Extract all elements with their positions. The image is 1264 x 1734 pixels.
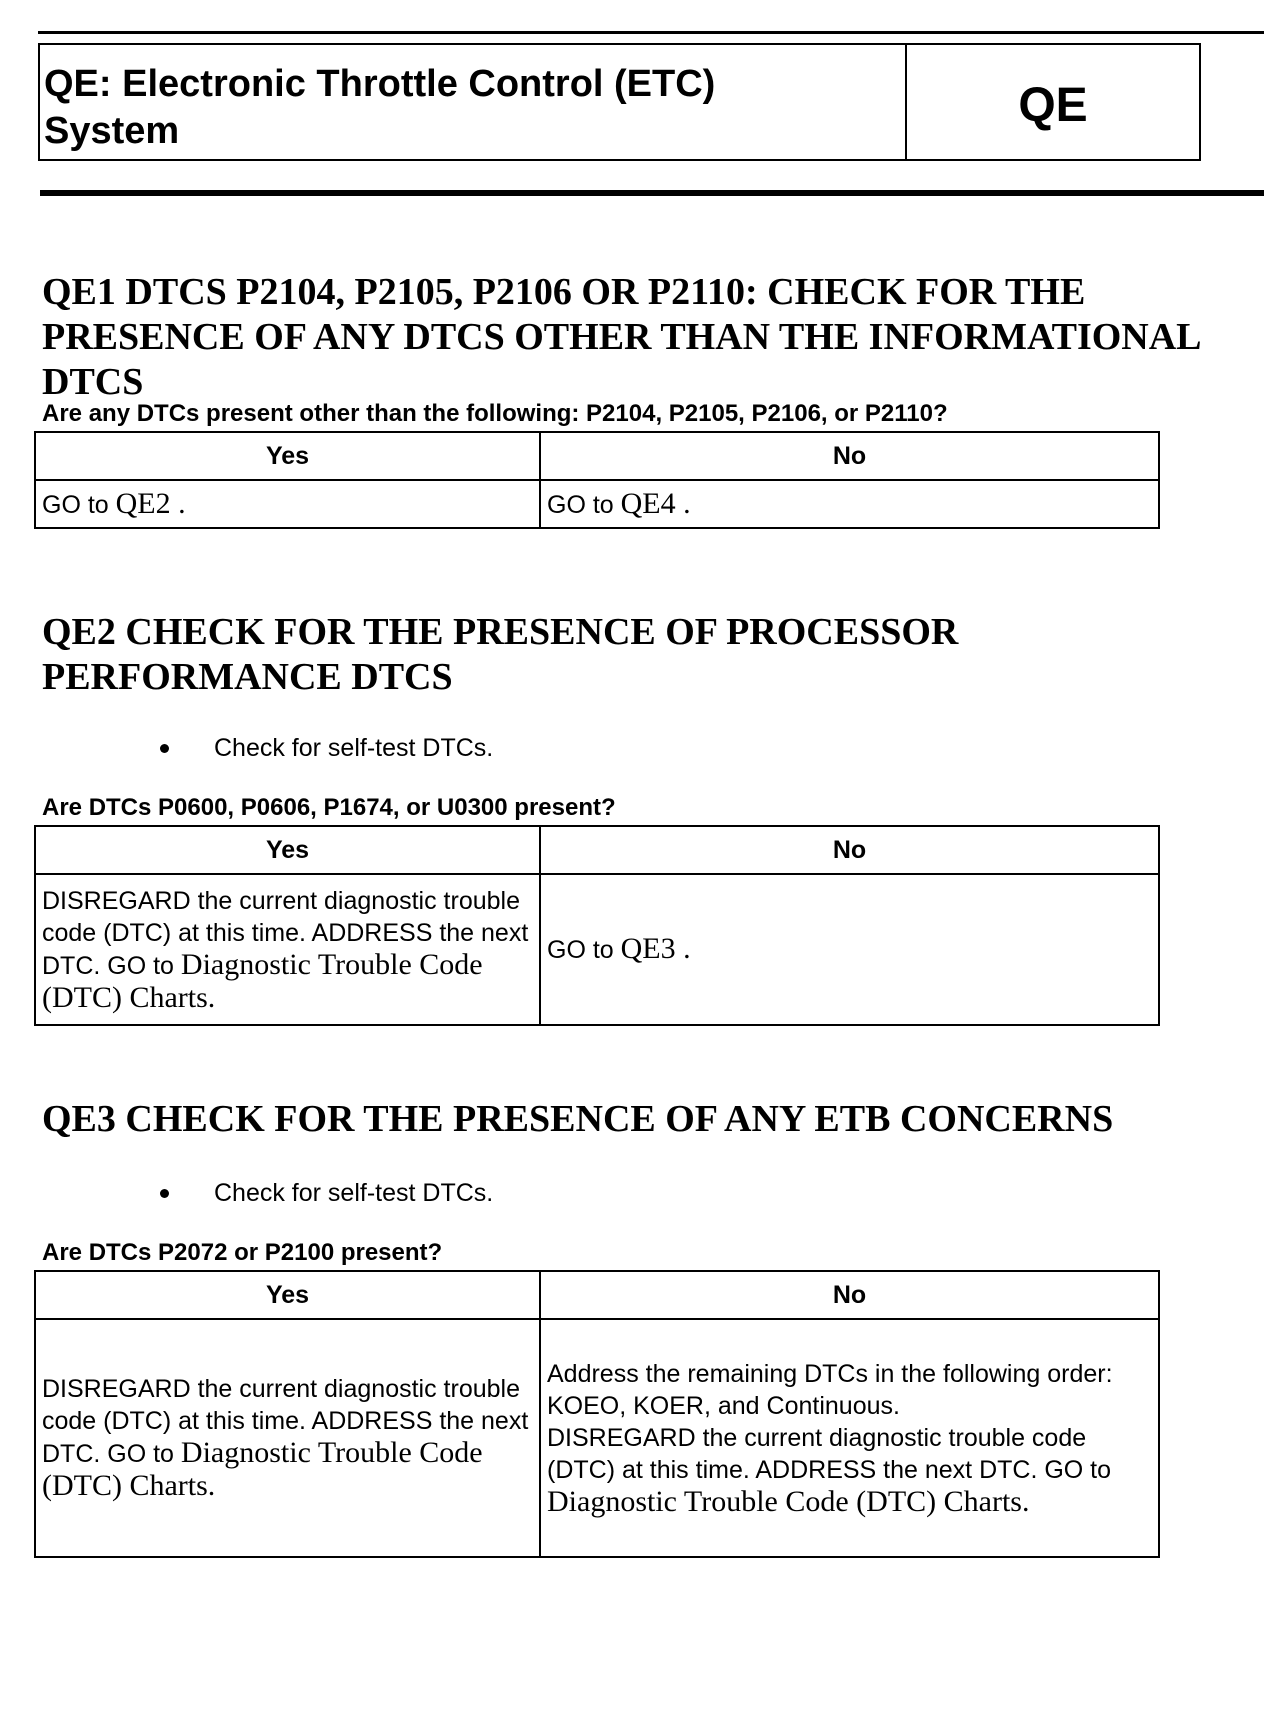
- qe2-bullet-item: [160, 733, 493, 763]
- qe2-no-header: No: [540, 826, 1159, 874]
- qe3-no-text-2: DISREGARD the current diagnostic trouble code (DTC) at this time. ADDRESS the next DTC. GO to: [547, 1423, 1112, 1484]
- qe2-yes-header: Yes: [35, 826, 540, 874]
- qe2-yes-text: DISREGARD the current diagnostic trouble code (DTC) at this time. ADDRESS the next DTC. GO to: [42, 886, 529, 980]
- qe2-yes-cell: [35, 874, 540, 1025]
- document-title-line1: QE: Electronic Throttle Control (ETC): [44, 63, 716, 105]
- qe3-bullet-item: [160, 1178, 493, 1208]
- qe3-yes-header: Yes: [35, 1271, 540, 1319]
- bullet-icon: [160, 1189, 169, 1198]
- qe1-no-go-text: GO to: [547, 490, 614, 519]
- qe2-no-cell: [540, 874, 1159, 1025]
- qe3-bullet-text: Check for self-test DTCs.: [214, 1179, 494, 1207]
- qe1-no-cell: [540, 480, 1159, 528]
- qe2-no-go-text: GO to: [547, 936, 614, 964]
- qe1-yes-go-text: GO to: [42, 490, 109, 519]
- qe2-bullet-text: Check for self-test DTCs.: [214, 734, 494, 762]
- qe3-heading: QE3 CHECK FOR THE PRESENCE OF ANY ETB CONCERNS: [42, 1098, 1114, 1140]
- qe2-decision-table: [34, 825, 1160, 1026]
- bullet-icon: [160, 744, 169, 753]
- qe3-decision-table: [34, 1270, 1160, 1558]
- qe3-no-text-1: Address the remaining DTCs in the following order: KOEO, KOER, and Continuous.: [547, 1359, 1113, 1420]
- qe2-yes-link[interactable]: Diagnostic Trouble Code (DTC) Charts.: [42, 947, 483, 1014]
- qe1-no-link[interactable]: QE4 .: [620, 486, 691, 520]
- qe1-yes-header: Yes: [35, 432, 540, 480]
- qe3-yes-link[interactable]: Diagnostic Trouble Code (DTC) Charts.: [42, 1436, 483, 1502]
- qe1-yes-link[interactable]: QE2 .: [115, 486, 186, 520]
- qe3-yes-cell: [35, 1319, 540, 1557]
- qe1-heading: QE1 DTCS P2104, P2105, P2106 OR P2110: CHECK FOR THE PRESENCE OF ANY DTCS OTHER THAN THE INFORMATIONAL DTCS: [42, 271, 1200, 403]
- qe1-question: Are any DTCs present other than the following: P2104, P2105, P2106, or P2110?: [42, 400, 948, 427]
- qe3-question: Are DTCs P2072 or P2100 present?: [42, 1239, 443, 1266]
- top-rule: [38, 31, 1264, 34]
- qe2-heading: QE2 CHECK FOR THE PRESENCE OF PROCESSOR PERFORMANCE DTCS: [42, 611, 959, 698]
- document-header: [38, 43, 1201, 161]
- qe1-yes-cell: [35, 480, 540, 528]
- qe2-question: Are DTCs P0600, P0606, P1674, or U0300 present?: [42, 794, 616, 821]
- qe3-no-cell: [540, 1319, 1159, 1557]
- qe1-no-header: No: [540, 432, 1159, 480]
- qe2-no-link[interactable]: QE3 .: [620, 932, 691, 965]
- section-code: QE: [1018, 78, 1088, 132]
- qe1-decision-table: [34, 431, 1160, 529]
- qe3-yes-text: DISREGARD the current diagnostic trouble code (DTC) at this time. ADDRESS the next DTC. GO to: [42, 1375, 529, 1468]
- qe3-no-header: No: [540, 1271, 1159, 1319]
- document-title: [40, 45, 907, 159]
- qe3-no-link[interactable]: Diagnostic Trouble Code (DTC) Charts.: [547, 1484, 1030, 1518]
- header-rule: [40, 190, 1264, 196]
- document-title-line2: System: [44, 110, 180, 152]
- qe3-no-text-2-wrap: [547, 1422, 1152, 1519]
